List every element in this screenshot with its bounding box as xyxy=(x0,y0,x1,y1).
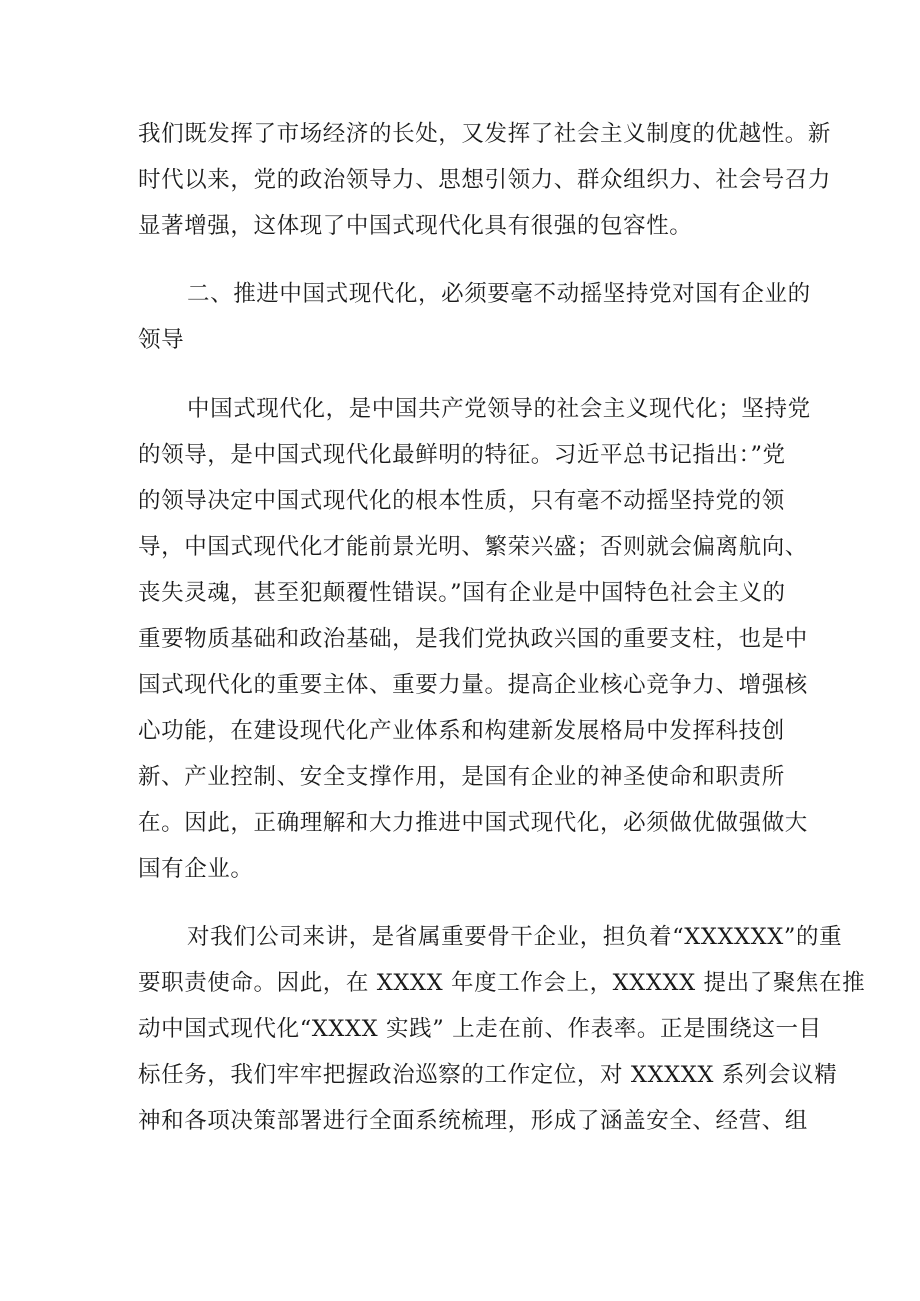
text-line: 导，中国式现代化才能前景光明、繁荣兴盛；否则就会偏离航向、 xyxy=(138,534,808,560)
text-line: 心功能，在建设现代化产业体系和构建新发展格局中发挥科技创 xyxy=(138,718,785,744)
text-line: 神和各项决策部署进行全面系统梳理，形成了涵盖安全、经营、组 xyxy=(138,1108,808,1134)
heading-line: 二、推进中国式现代化，必须要毫不动摇坚持党对国有企业的 xyxy=(187,281,811,307)
text-line: 新、产业控制、安全支撑作用，是国有企业的神圣使命和职责所 xyxy=(138,764,785,790)
text-line: 标任务，我们牢牢把握政治巡察的工作定位，对 XXXXX 系列会议精 xyxy=(138,1062,838,1088)
text-line: 时代以来，党的政治领导力、思想引领力、群众组织力、社会号召力 xyxy=(138,167,832,193)
text-line: 国式现代化的重要主体、重要力量。提高企业核心竞争力、增强核 xyxy=(138,672,808,698)
text-line: 我们既发挥了市场经济的长处，又发挥了社会主义制度的优越性。新 xyxy=(138,121,832,147)
text-line: 在。因此，正确理解和大力推进中国式现代化，必须做优做强做大 xyxy=(138,810,808,836)
text-line: 中国式现代化，是中国共产党领导的社会主义现代化；坚持党 xyxy=(187,396,811,422)
text-line: 重要物质基础和政治基础，是我们党执政兴国的重要支柱，也是中 xyxy=(138,626,808,652)
text-line: 的领导，是中国式现代化最鲜明的特征。习近平总书记指出：”党 xyxy=(138,442,786,468)
text-line: 要职责使命。因此，在 XXXX 年度工作会上，XXXXX 提出了聚焦在推 xyxy=(138,970,866,996)
text-line: 国有企业。 xyxy=(138,856,254,882)
text-line: 动中国式现代化“XXXX 实践” 上走在前、作表率。正是围绕这一目 xyxy=(138,1016,822,1042)
text-line: 对我们公司来讲，是省属重要骨干企业，担负着“XXXXXX”的重 xyxy=(187,924,843,950)
heading-line: 领导 xyxy=(138,327,185,353)
text-line: 的领导决定中国式现代化的根本性质，只有毫不动摇坚持党的领 xyxy=(138,488,785,514)
text-line: 显著增强，这体现了中国式现代化具有很强的包容性。 xyxy=(138,213,693,239)
text-line: 丧失灵魂，甚至犯颠覆性错误。”国有企业是中国特色社会主义的 xyxy=(138,580,786,606)
